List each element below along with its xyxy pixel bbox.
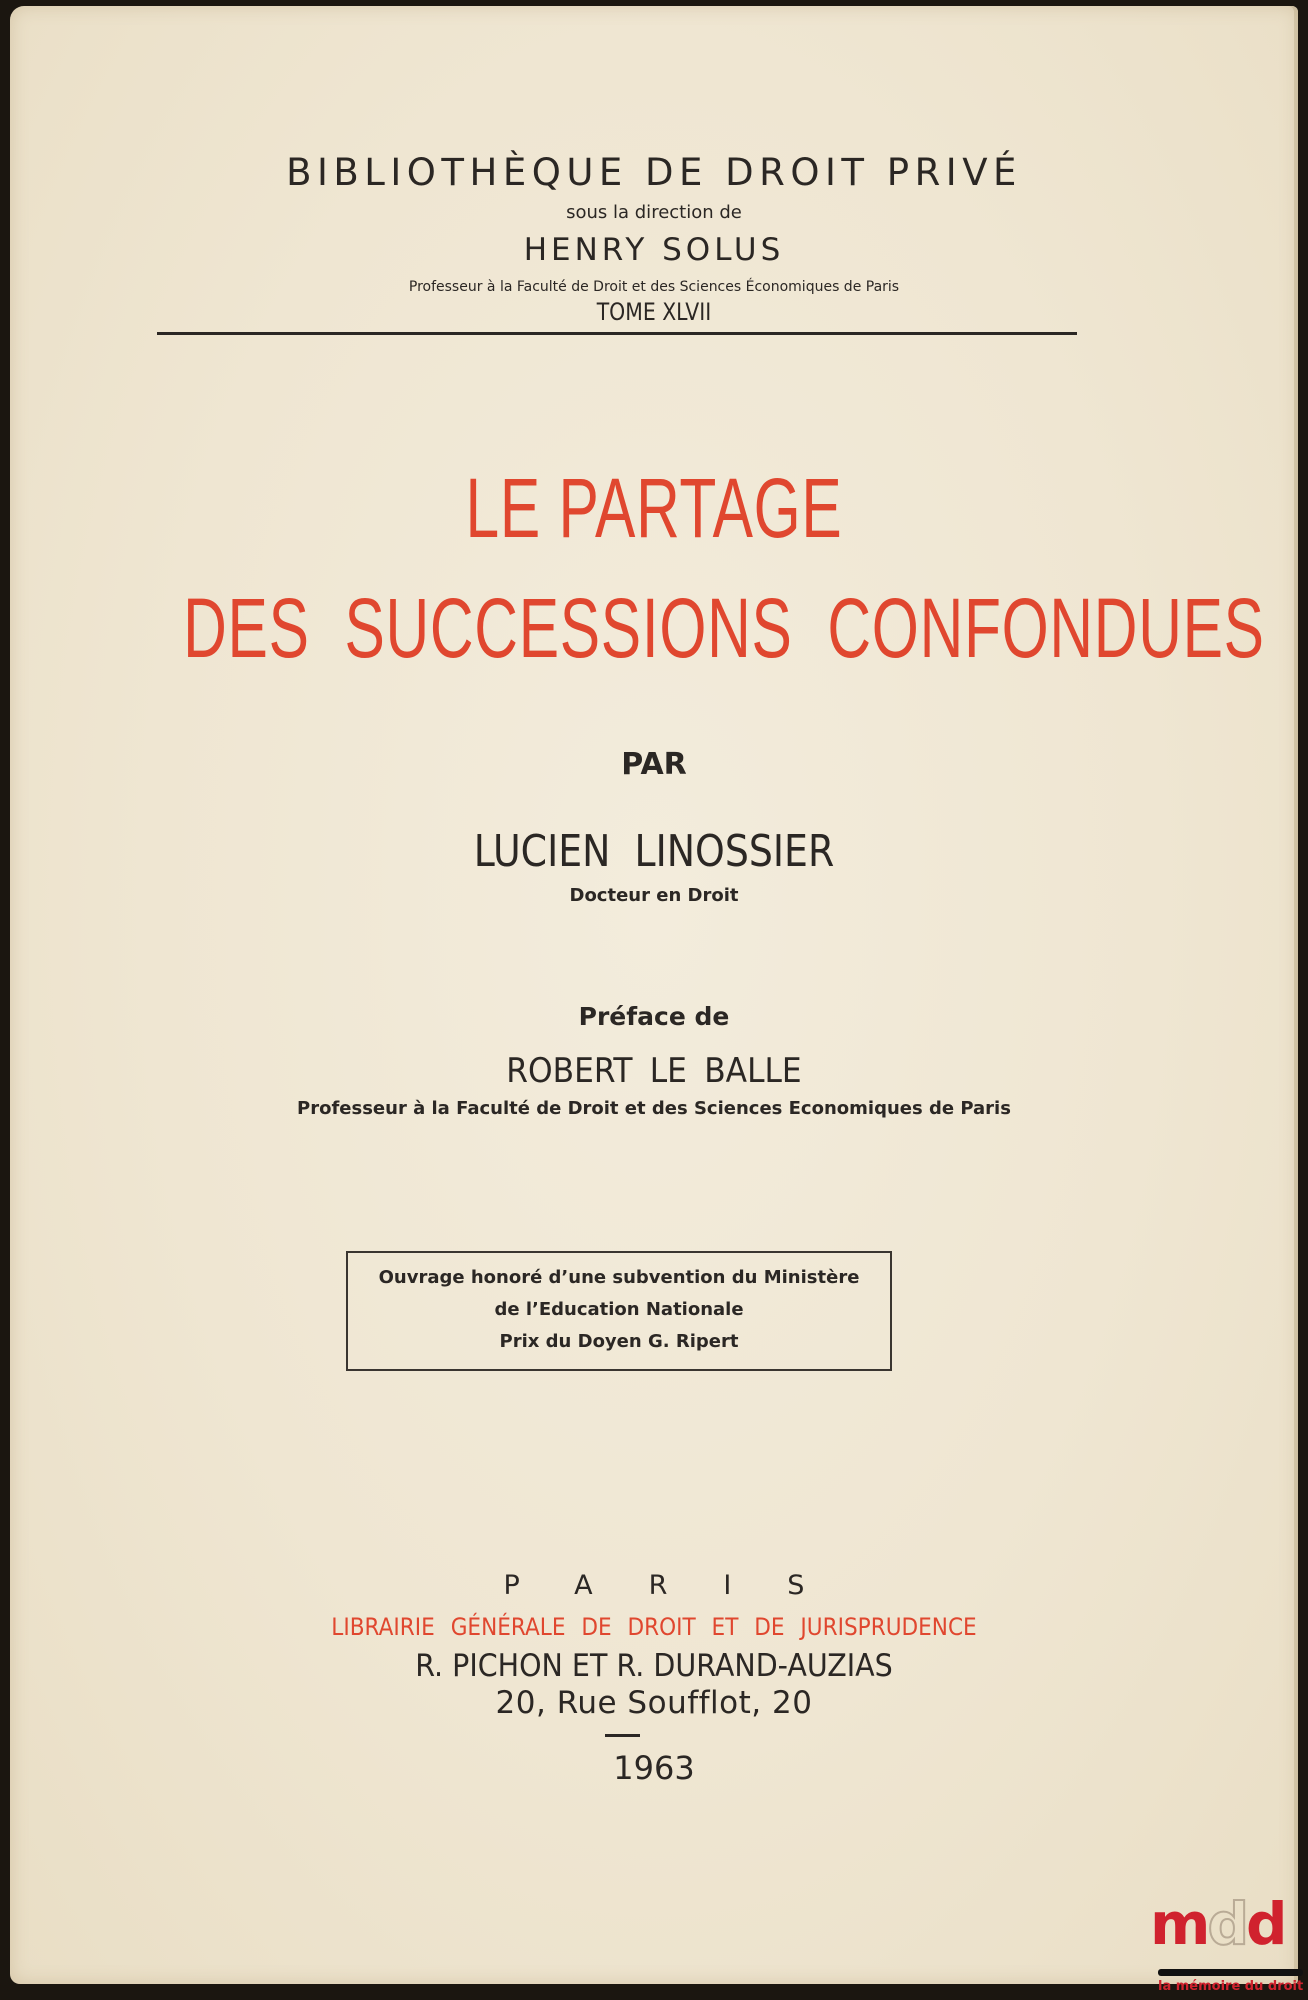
- book-title-line-2: DES SUCCESSIONS CONFONDUES: [183, 581, 1265, 675]
- honors-line-2: de l’Education Nationale: [494, 1299, 744, 1320]
- book-title-line-1: LE PARTAGE: [465, 461, 843, 555]
- direction-label: sous la direction de: [566, 202, 742, 223]
- imprint-city: PARIS: [503, 1570, 861, 1601]
- honors-line-3: Prix du Doyen G. Ripert: [499, 1331, 739, 1352]
- author-name: LUCIEN LINOSSIER: [473, 826, 835, 877]
- year-dash: [605, 1734, 640, 1737]
- imprint-publisher: LIBRAIRIE GÉNÉRALE DE DROIT ET DE JURISPRUDENCE: [331, 1613, 977, 1641]
- series-director-role: Professeur à la Faculté de Droit et des Sciences Économiques de Paris: [408, 279, 900, 295]
- series-director: HENRY SOLUS: [523, 232, 785, 268]
- mdd-watermark-logo: [1150, 1890, 1308, 2000]
- prefacer-role: Professeur à la Faculté de Droit et des Sciences Economiques de Paris: [297, 1098, 1011, 1119]
- prefacer-name: ROBERT LE BALLE: [506, 1051, 802, 1091]
- logo-underline: [1158, 1969, 1303, 1976]
- imprint-address: 20, Rue Soufflot, 20: [495, 1685, 813, 1721]
- honors-box: [346, 1251, 892, 1371]
- logo-tagline: la mémoire du droit: [1158, 1979, 1304, 1994]
- mdd-logo-icon: mdd: [1150, 1890, 1285, 1958]
- imprint-printers: R. PICHON ET R. DURAND-AUZIAS: [415, 1648, 893, 1684]
- honors-line-1: Ouvrage honoré d’une subvention du Ministère: [378, 1267, 860, 1288]
- tome-number: TOME XLVII: [596, 298, 712, 326]
- by-label: PAR: [621, 747, 687, 782]
- author-role: Docteur en Droit: [569, 885, 739, 906]
- series-title: BIBLIOTHÈQUE DE DROIT PRIVÉ: [286, 151, 1022, 194]
- header-divider: [157, 332, 1077, 335]
- preface-label: Préface de: [578, 1002, 730, 1031]
- imprint-year: 1963: [613, 1749, 695, 1787]
